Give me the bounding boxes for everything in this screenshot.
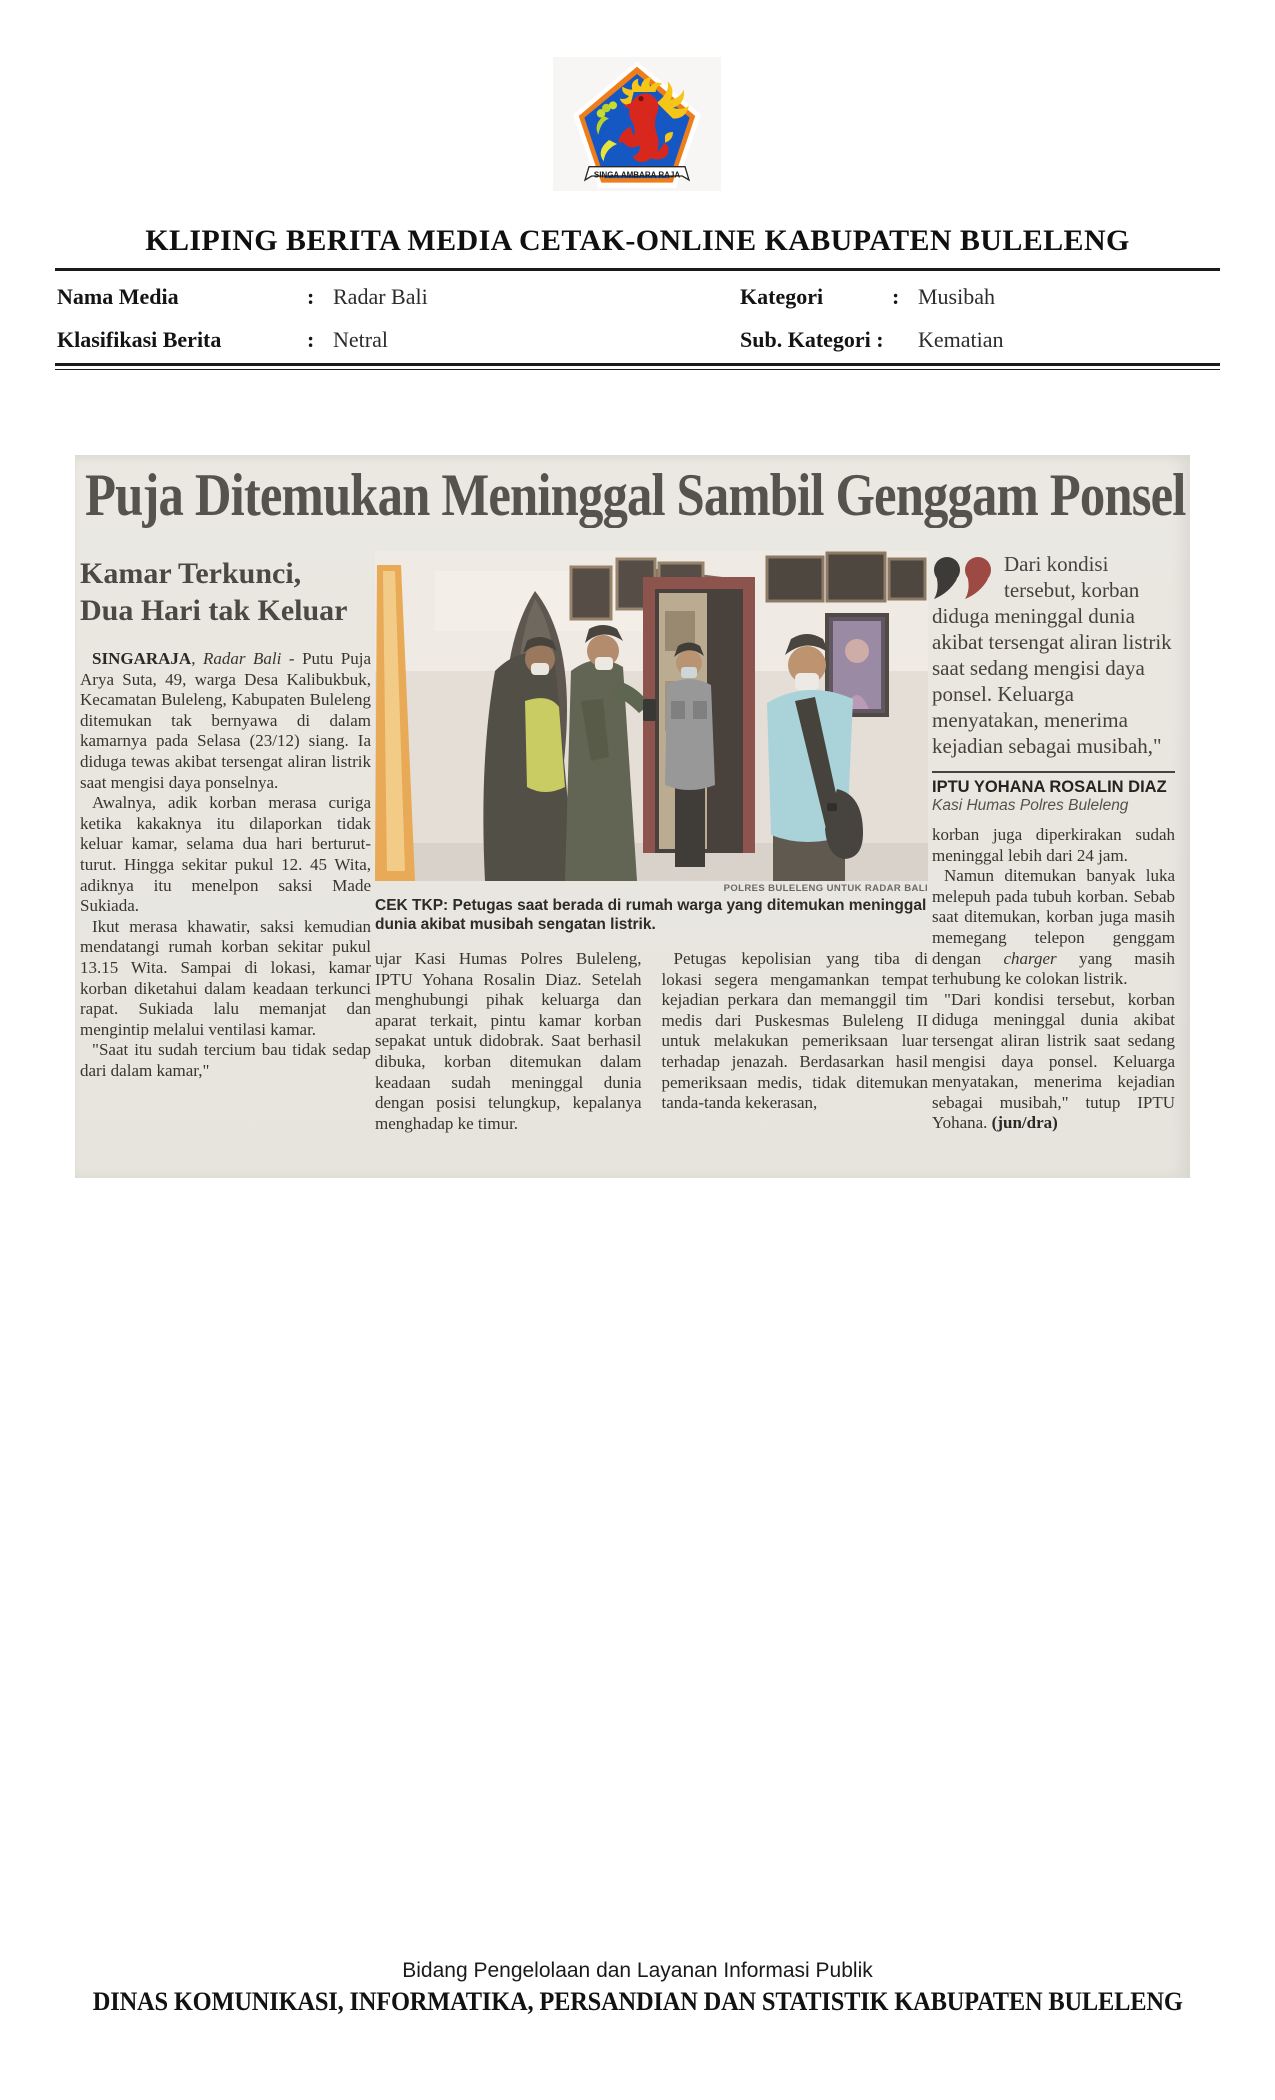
- colon: :: [307, 284, 315, 309]
- article-headline: Puja Ditemukan Meninggal Sambil Genggam Ponsel: [85, 462, 1186, 528]
- article-column-3: [662, 949, 929, 1134]
- kabupaten-buleleng-logo: [553, 57, 721, 191]
- paragraph: Awalnya, adik korban merasa curiga ketika kakaknya itu dilaporkan tidak keluar kamar, selama dua hari berturut-turut. Hingga sekitar pukul 12. 45 Wita, adiknya itu menelpon saksi Made Sukiada.: [80, 793, 371, 916]
- crest-banner: [585, 167, 689, 180]
- paragraph: "Saat itu sudah tercium bau tidak sedap dari dalam kamar,": [80, 1040, 371, 1080]
- paragraph: Namun ditemukan banyak luka melepuh pada tubuh korban. Sebab saat ditemukan, korban juga masih memegang telepon genggam dengan charger yang masih terhubung ke colokan listrik.: [932, 866, 1176, 989]
- header-rule-top: [55, 268, 1220, 271]
- article-subheadline: Kamar Terkunci, Dua Hari tak Keluar: [80, 557, 348, 627]
- nama-media-label: Nama Media: [57, 284, 179, 309]
- paragraph: "Dari kondisi tersebut, korban diduga meninggal dunia akibat tersengat aliran listrik saat sedang mengisi daya ponsel. Keluarga menyatakan, menerima kejadian sebagai musibah," tutup IPTU Yohana. (jun/dra): [932, 989, 1175, 1133]
- colon: :: [892, 284, 900, 309]
- news-clipping: [75, 455, 1190, 1178]
- quote-attribution: [932, 771, 1175, 815]
- article-photo: [375, 551, 928, 881]
- sub-kategori-label: Sub. Kategori :: [740, 327, 884, 352]
- crest-pentagon-icon: [553, 57, 721, 191]
- sub-kategori-value: Kematian: [918, 327, 1004, 352]
- article-column-4: [932, 551, 1175, 1134]
- nama-media-value: Radar Bali: [333, 284, 428, 309]
- paragraph: korban juga diperkirakan sudah meninggal lebih dari 24 jam.: [932, 825, 1175, 865]
- pull-quote: Dari kondisi tersebut, korban diduga meninggal dunia akibat tersengat aliran listrik saat sedang mengisi daya ponsel. Keluarga menyatakan, menerima kejadian sebagai musibah,": [932, 552, 1172, 758]
- article-middle-section: [375, 551, 928, 1134]
- article-column-2: [375, 949, 642, 1134]
- photo-credit: POLRES BULELENG UNTUK RADAR BALI: [723, 883, 928, 894]
- header-rule-bottom: [55, 363, 1220, 370]
- kategori-label: Kategori: [740, 284, 824, 309]
- footer-agency: DINAS KOMUNIKASI, INFORMATIKA, PERSANDIAN DAN STATISTIK KABUPATEN BULELENG: [92, 1987, 1183, 2016]
- meta-row: [57, 284, 1220, 310]
- meta-row: [57, 327, 1220, 353]
- klasifikasi-value: Netral: [333, 327, 388, 352]
- attribution-title: Kasi Humas Polres Buleleng: [932, 797, 1129, 814]
- klasifikasi-label: Klasifikasi Berita: [57, 327, 222, 352]
- kategori-value: Musibah: [918, 284, 995, 309]
- colon: :: [307, 327, 315, 352]
- meta-table: [57, 284, 1220, 370]
- quote-icon: [932, 555, 998, 601]
- paragraph: Petugas kepolisian yang tiba di lokasi segera mengamankan tempat kejadian perkara dan memanggil tim medis dari Puskesmas Buleleng II untuk melakukan pemeriksaan luar terhadap jenazah. Berdasarkan hasil pemeriksaan medis, tidak ditemukan tanda-tanda kekerasan,: [661, 949, 928, 1113]
- svg-text:SINGA AMBARA RAJA: SINGA AMBARA RAJA: [593, 170, 681, 180]
- paragraph: Ikut merasa khawatir, saksi kemudian mendatangi rumah korban sekitar pukul 13.15 Wita. Sampai di lokasi, kamar korban diketahui dalam keadaan terkunci rapat. Sukiada lalu memanjat dan mengintip melalui ventilasi kamar.: [80, 916, 371, 1039]
- lead-paragraph: SINGARAJA, Radar Bali - Putu Puja Arya Suta, 49, warga Desa Kalibukbuk, Kecamatan Buleleng, Kabupaten Buleleng ditemukan tak bernyawa di dalam kamarnya pada Selasa (23/12) siang. Ia diduga tewas akibat tersengat aliran listrik saat mengisi daya ponselnya.: [80, 649, 371, 792]
- paragraph: ujar Kasi Humas Polres Buleleng, IPTU Yohana Rosalin Diaz. Setelah menghubungi pihak keluarga dan aparat terkait, pintu kamar korban sepakat untuk didobrak. Saat berhasil dibuka, korban ditemukan dalam keadaan sudah meninggal dunia dengan posisi telungkup, kepalanya menghadap ke timur.: [375, 949, 642, 1133]
- footer-division: Bidang Pengelolaan dan Layanan Informasi Publik: [402, 1959, 873, 1982]
- page-title: KLIPING BERITA MEDIA CETAK-ONLINE KABUPATEN BULELENG: [145, 224, 1130, 257]
- article-column-1: [80, 555, 371, 1081]
- attribution-name: IPTU YOHANA ROSALIN DIAZ: [932, 778, 1167, 796]
- photo-caption: CEK TKP: Petugas saat berada di rumah warga yang ditemukan meninggal dunia akibat musibah sengatan listrik.: [375, 897, 927, 933]
- colon: [892, 327, 918, 353]
